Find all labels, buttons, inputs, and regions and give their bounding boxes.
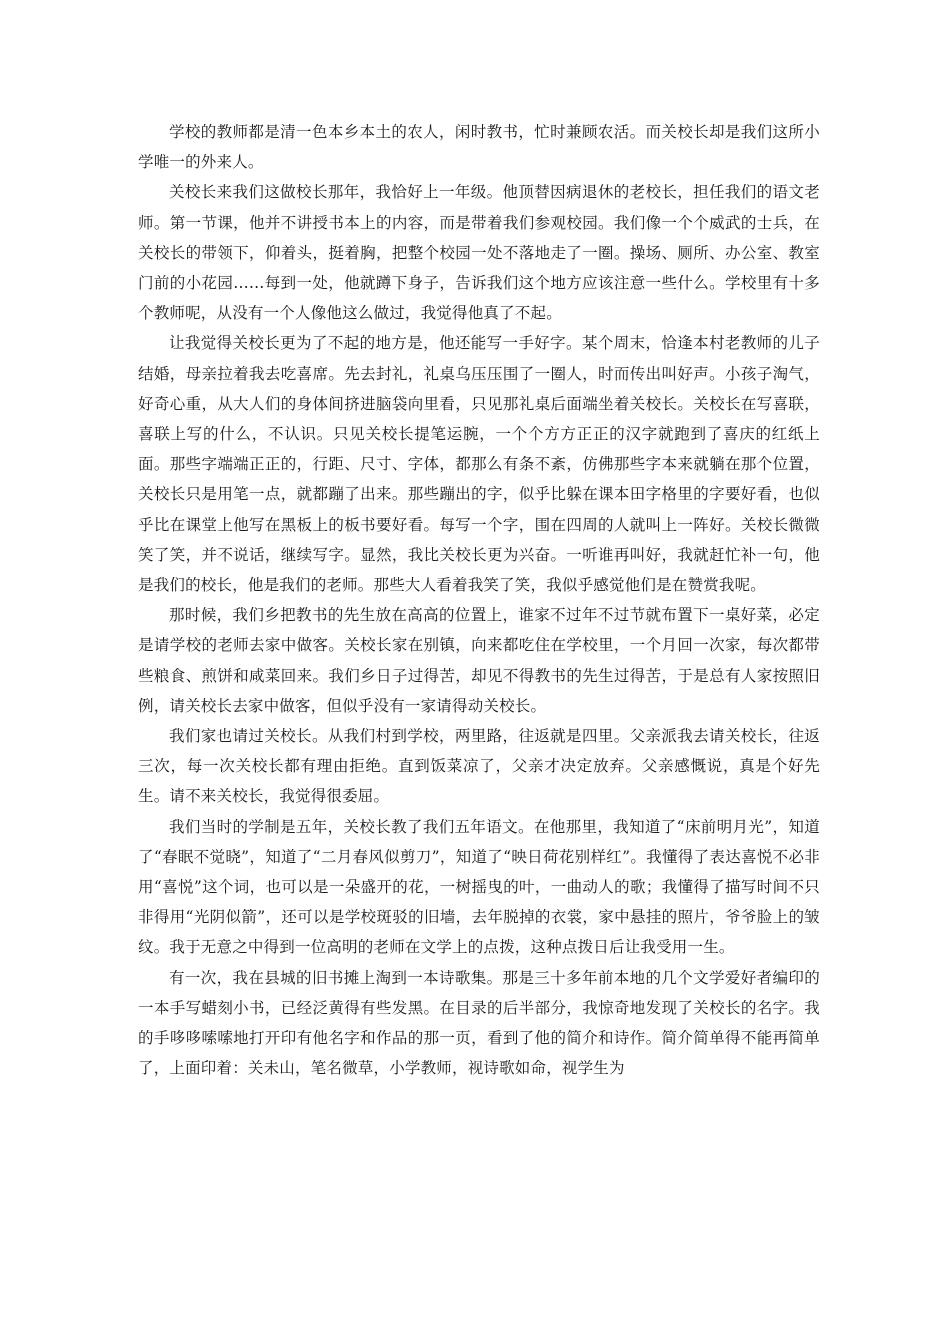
paragraph-2: 关校长来我们这做校长那年，我恰好上一年级。他顶替因病退休的老校长，担任我们的语文老师。第一节课，他并不讲授书本上的内容，而是带着我们参观校园。我们像一个个威武的士兵，在关校长的带领下，仰着头，挺着胸，把整个校园一处不落地走了一圈。操场、厕所、办公室、教室门前的小花园……每到一处，他就蹲下身子，告诉我们这个地方应该注意一些什么。学校里有十多个教师呢，从没有一个人像他这么做过，我觉得他真了不起。	[138, 183, 820, 323]
paragraph-4: 那时候，我们乡把教书的先生放在高高的位置上，谁家不过年不过节就布置下一桌好菜，必定是请学校的老师去家中做客。关校长家在别镇，向来都吃住在学校里，一个月回一次家，每次都带些粮食、煎饼和咸菜回来。我们乡日子过得苦，却见不得教书的先生过得苦，于是总有人家按照旧例，请关校长去家中做客，但似乎没有一家请得动关校长。	[138, 606, 820, 715]
paragraph-1: 学校的教师都是清一色本乡本土的农人，闲时教书，忙时兼顾农活。而关校长却是我们这所小学唯一的外来人。	[138, 123, 820, 172]
paragraph-3: 让我觉得关校长更为了不起的地方是，他还能写一手好字。某个周末，恰逢本村老教师的儿子结婚，母亲拉着我去吃喜席。先去封礼，礼桌乌压压围了一圈人，时而传出叫好声。小孩子淘气，好奇心重，从大人们的身体间挤进脑袋向里看，只见那礼桌后面端坐着关校长。关校长在写喜联，喜联上写的什么，不认识。只见关校长提笔运腕，一个个方方正正的汉字就跑到了喜庆的红纸上面。那些字端端正正的，行距、尺寸、字体，都那么有条不紊，仿佛那些字本来就躺在那个位置，关校长只是用笔一点，就都蹦了出来。那些蹦出的字，似乎比躲在课本田字格里的字要好看，也似乎比在课堂上他写在黑板上的板书要好看。每写一个字，围在四周的人就叫上一阵好。关校长微微笑了笑，并不说话，继续写字。显然，我比关校长更为兴奋。一听谁再叫好，我就赶忙补一句，他是我们的校长，他是我们的老师。那些大人看着我笑了笑，我似乎感觉他们是在赞赏我呢。	[138, 334, 820, 595]
paragraph-6: 我们当时的学制是五年，关校长教了我们五年语文。在他那里，我知道了“床前明月光”，知道了“春眠不觉晓”，知道了“二月春风似剪刀”，知道了“映日荷花别样红”。我懂得了表达喜悦不必非用“喜悦”这个词，也可以是一朵盛开的花，一树摇曳的叶，一曲动人的歌；我懂得了描写时间不只非得用“光阴似箭”，还可以是学校斑驳的旧墙，去年脱掉的衣裳，家中悬挂的照片，爷爷脸上的皱纹。我于无意之中得到一位高明的老师在文学上的点拨，这种点拨日后让我受用一生。	[138, 817, 820, 957]
article-body	[138, 117, 820, 1084]
paragraph-5: 我们家也请过关校长。从我们村到学校，两里路，往返就是四里。父亲派我去请关校长，往返三次，每一次关校长都有理由拒绝。直到饭菜凉了，父亲才决定放弃。父亲感慨说，真是个好先生。请不来关校长，我觉得很委屈。	[138, 727, 820, 806]
paragraph-7: 有一次，我在县城的旧书摊上淘到一本诗歌集。那是三十多年前本地的几个文学爱好者编印的一本手写蜡刻小书，已经泛黄得有些发黑。在目录的后半部分，我惊奇地发现了关校长的名字。我的手哆哆嗦嗦地打开印有他名字和作品的那一页，看到了他的简介和诗作。简介简单得不能再简单了，上面印着：关未山，笔名微草，小学教师，视诗歌如命，视学生为	[138, 968, 820, 1078]
